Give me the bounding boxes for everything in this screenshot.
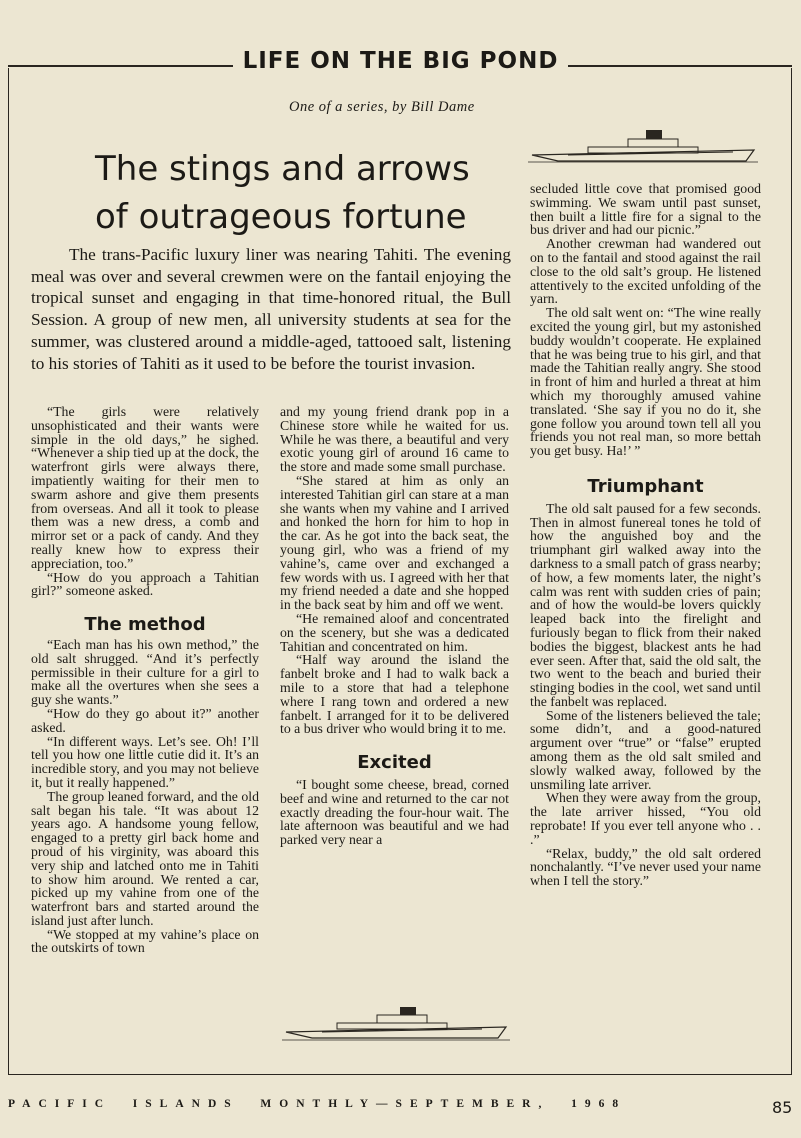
paragraph: “In different ways. Let’s see. Oh! I’ll tell you how one little cutie did it. It’s an incredible story, and you may not believe it, but it really happened.” (31, 733, 259, 790)
headline (95, 145, 495, 241)
headline-line-1: The stings and arrows (95, 149, 470, 189)
headline-line-2: of outrageous fortune (95, 197, 467, 237)
intro-paragraph: The trans-Pacific luxury liner was nearing Tahiti. The evening meal was over and several crewmen were on the fantail enjoying the tropical sunset and engaging in that time-honored ritual, the Bull Session. A group of new men, all university students at sea for the summer, was clustered around a middle-aged, tattooed salt, listening to his stories of Tahiti as it used to be before the tourist invasion. (31, 245, 511, 373)
paragraph: “How do you approach a Tahitian girl?” someone asked. (31, 569, 259, 599)
ship-icon (528, 125, 758, 165)
paragraph: “She stared at him as only an interested Tahitian girl can stare at a man she wants when my vahine and I arrived and honked the horn for him to hop in the car. As he got into the back seat, the young girl, who was a friend of my vahine’s, came over and exchanged a few words with us. I agreed with her that my friend needed a date and she hopped in the back seat by him and off we went. (280, 472, 509, 613)
byline: One of a series, by Bill Dame (289, 99, 475, 115)
column-1 (31, 405, 259, 955)
paragraph: and my young friend drank pop in a Chinese store while he waited for us. While he was there, a beautiful and very exotic young girl of around 16 came to the store and made some small purchase. (280, 404, 509, 475)
subheading-the-method: The method (84, 614, 206, 636)
page-number: 85 (772, 1098, 793, 1117)
paragraph: The old salt paused for a few seconds. Then in almost funereal tones he told of how the anguished boy and the triumphant girl walked away into the darkness to a small patch of grass nearby; of how, a few moments later, the night’s calm was rent with sudden cries of pain; and of how the would-be lovers quickly leaped back into the firelight and furiously began to flick from their naked bodies the biggest, blackest ants he had ever seen. After that, said the old salt, the two went to the beach and buried their stinging bodies in the cool, wet sand until the fanbelt was replaced. (530, 500, 761, 709)
section-title: LIFE ON THE BIG POND (0, 48, 801, 74)
column-3 (530, 182, 761, 888)
paragraph: Another crewman had wandered out on to the fantail and stood against the rail close to the old salt’s group. He listened attentively to the excited unfolding of the yarn. (530, 236, 761, 307)
ship-icon (282, 1004, 510, 1044)
paragraph: The group leaned forward, and the old salt began his tale. “It was about 12 years ago. A handsome young fellow, engaged to a pretty girl back home and proud of his virginity, was aboard this very ship and latched onto me in Tahiti to show him around. We rented a car, picked up my vahine from one of the waterfront bars and started around the island just after lunch. (31, 788, 259, 928)
paragraph: “How do they go about it?” another asked. (31, 705, 259, 735)
paragraph: “I bought some cheese, bread, corned beef and wine and returned to the car not exactly dreading the four-hour wait. The late afternoon was beautiful and we had parked very near a (280, 776, 509, 848)
footer-publication: PACIFIC ISLANDS MONTHLY—SEPTEMBER, 1968 (8, 1098, 627, 1110)
paragraph: “Relax, buddy,” the old salt ordered nonchalantly. “I’ve never used your name when I tell the story.” (530, 845, 761, 889)
paragraph: “The girls were relatively unsophisticated and their wants were simple in the old days,” he sighed. “Whenever a ship tied up at the dock, the waterfront girls were always there, impatiently waiting for their men to swarm ashore and give them presents from overseas. And all it took to please them was a new dress, a comb and mirror set or a pack of candy. And they really knew how to express their appreciation, too.” (31, 404, 259, 571)
paragraph: “We stopped at my vahine’s place on the outskirts of town (31, 926, 259, 956)
paragraph: When they were away from the group, the late arriver hissed, “You old reprobate! If you ever tell anyone who . . .” (530, 790, 761, 847)
paragraph: The old salt went on: “The wine really excited the young girl, but my astonished buddy wouldn’t cooperate. He explained that he was being true to his girl, and that made the Tahitian really angry. She stood in front of him and hurled a threat at him which my thoroughly amused vahine translated. ‘She say if you no do it, she gone follow you around town tell all you friends you not real man, so more bettah you get busy. Ha!’ ” (530, 305, 761, 459)
paragraph: “Each man has his own method,” the old salt shrugged. “And it’s perfectly permissible in their culture for a girl to make all the overtures when she sees a guy she wants.” (31, 636, 259, 708)
paragraph: secluded little cove that promised good swimming. We swam until past sunset, then built a little fire for a signal to the bus driver and had our picnic.” (530, 181, 761, 238)
subheading-triumphant: Triumphant (587, 475, 704, 497)
subheading-excited: Excited (357, 752, 432, 774)
paragraph: Some of the listeners believed the tale; some didn’t, and a good-natured argument over “true” or “false” erupted among them as the old salt smiled and slowly walked away, followed by the unsmiling late arriver. (530, 707, 761, 792)
paragraph: “Half way around the island the fanbelt broke and I had to walk back a mile to a store that had a telephone where I rang town and ordered a new fanbelt. I arranged for it to be delivered to a bus driver who would bring it to me. (280, 652, 509, 737)
paragraph: “He remained aloof and concentrated on the scenery, but she was a dedicated Tahitian and concentrated on him. (280, 610, 509, 654)
column-2 (280, 405, 509, 847)
